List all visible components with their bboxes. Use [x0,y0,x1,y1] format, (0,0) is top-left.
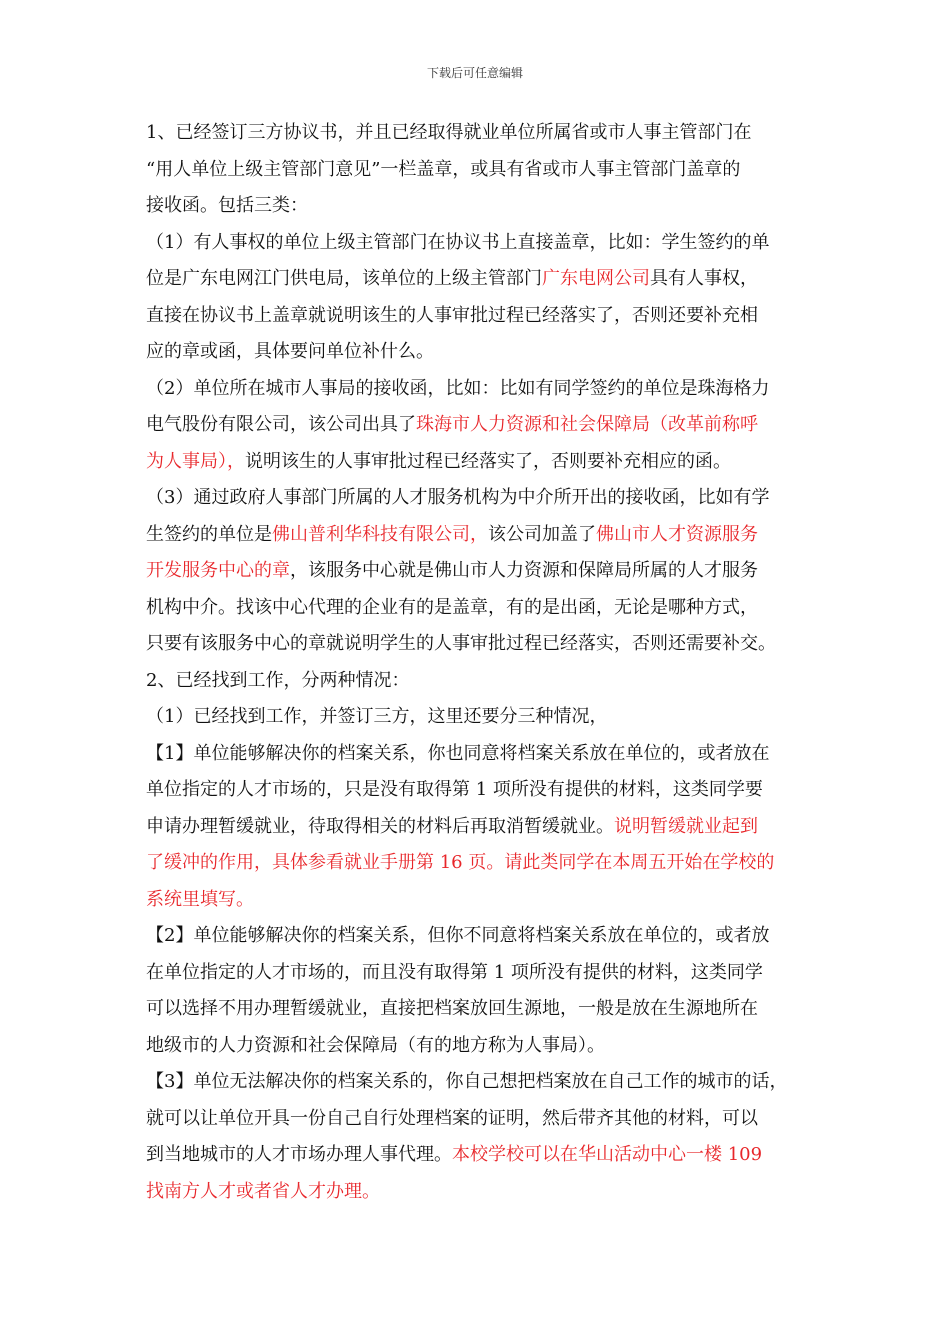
body-text: 说明该生的人事审批过程已经落实了，否则要补充相应的函。 [245,450,731,472]
text-line [146,152,818,189]
body-text: 【2】单位能够解决你的档案关系，但你不同意将档案关系放在单位的，或者放 [146,925,770,946]
highlighted-text: 为人事局）， [146,450,245,472]
highlighted-text: 了缓冲的作用，具体参看就业手册第 16 页。请此类同学在本周五开始在学校的 [146,852,775,873]
text-line [146,663,818,700]
text-line [146,845,818,882]
highlighted-text: 本校学校可以在华山活动中心一楼 109 [452,1144,763,1165]
text-line [146,1174,818,1211]
highlighted-text: 珠海市人力资源和社会保障局（改革前称呼 [416,414,758,435]
body-text: 到当地城市的人才市场办理人事代理。 [146,1144,452,1165]
body-text: 接收函。包括三类： [146,195,308,216]
body-text: 在单位指定的人才市场的，而且没有取得第 1 项所没有提供的材料，这类同学 [146,961,763,983]
body-text: 机构中介。找该中心代理的企业有的是盖章，有的是出函，无论是哪种方式， [146,596,758,618]
body-text: “用人单位上级主管部门意见”一栏盖章，或具有省或市人事主管部门盖章的 [146,158,741,180]
text-line [146,444,818,481]
text-line [146,991,818,1028]
text-line [146,371,818,408]
text-line [146,809,818,846]
body-text: （3）通过政府人事部门所属的人才服务机构为中介所开出的接收函，比如有学 [146,487,770,508]
body-text: （1）有人事权的单位上级主管部门在协议书上直接盖章，比如：学生签约的单 [146,231,770,253]
body-text: 【1】单位能够解决你的档案关系，你也同意将档案关系放在单位的，或者放在 [146,742,770,764]
text-line [146,918,818,955]
body-text: 电气股份有限公司，该公司出具了 [146,414,416,435]
text-line [146,261,818,298]
body-text: 申请办理暂缓就业，待取得相关的材料后再取消暂缓就业。 [146,815,614,837]
body-text: 就可以让单位开具一份自己自行处理档案的证明，然后带齐其他的材料，可以 [146,1107,758,1129]
text-line [146,1028,818,1065]
text-line [146,955,818,992]
body-text: 位是广东电网江门供电局，该单位的上级主管部门 [146,268,542,289]
body-text: 单位指定的人才市场的，只是没有取得第 1 项所没有提供的材料，这类同学要 [146,779,763,800]
text-line [146,225,818,262]
body-text: 地级市的人力资源和社会保障局（有的地方称为人事局）。 [146,1034,605,1056]
body-text: 生签约的单位是 [146,523,272,545]
body-text: 应的章或函，具体要问单位补什么。 [146,341,434,362]
highlighted-text: 开发服务中心的章 [146,560,290,581]
highlighted-text: 系统里填写。 [146,888,254,910]
body-text: 具有人事权， [650,268,758,289]
text-line [146,115,818,152]
text-line [146,407,818,444]
text-line [146,772,818,809]
body-text: （1）已经找到工作，并签订三方，这里还要分三种情况， [146,706,608,727]
document-body [146,115,818,1210]
text-line [146,1137,818,1174]
highlighted-text: 佛山普利华科技有限公司， [272,523,488,545]
text-line [146,1064,818,1101]
highlighted-text: 说明暂缓就业起到 [614,815,758,837]
text-line [146,334,818,371]
body-text: 只要有该服务中心的章就说明学生的人事审批过程已经落实，否则还需要补交。 [146,633,776,654]
highlighted-text: 找南方人才或者省人才办理。 [146,1180,380,1202]
page-header: 下载后可任意编辑 [426,66,523,80]
text-line [146,517,818,554]
text-line [146,1101,818,1138]
text-line [146,480,818,517]
body-text: 【3】单位无法解决你的档案关系的，你自己想把档案放在自己工作的城市的话， [146,1071,788,1092]
text-line [146,298,818,335]
text-line [146,590,818,627]
text-line [146,699,818,736]
text-line [146,736,818,773]
body-text: （2）单位所在城市人事局的接收函，比如：比如有同学签约的单位是珠海格力 [146,377,770,399]
highlighted-text: 广东电网公司 [542,268,650,289]
text-line [146,553,818,590]
text-line [146,626,818,663]
text-line [146,882,818,919]
body-text: ，该服务中心就是佛山市人力资源和保障局所属的人才服务 [290,560,758,581]
body-text: 该公司加盖了 [488,523,596,545]
body-text: 1、已经签订三方协议书，并且已经取得就业单位所属省或市人事主管部门在 [146,122,752,143]
body-text: 可以选择不用办理暂缓就业，直接把档案放回生源地，一般是放在生源地所在 [146,998,758,1019]
body-text: 直接在协议书上盖章就说明该生的人事审批过程已经落实了，否则还要补充相 [146,304,758,326]
body-text: 2、已经找到工作，分两种情况： [146,669,410,691]
highlighted-text: 佛山市人才资源服务 [596,523,758,545]
text-line [146,188,818,225]
